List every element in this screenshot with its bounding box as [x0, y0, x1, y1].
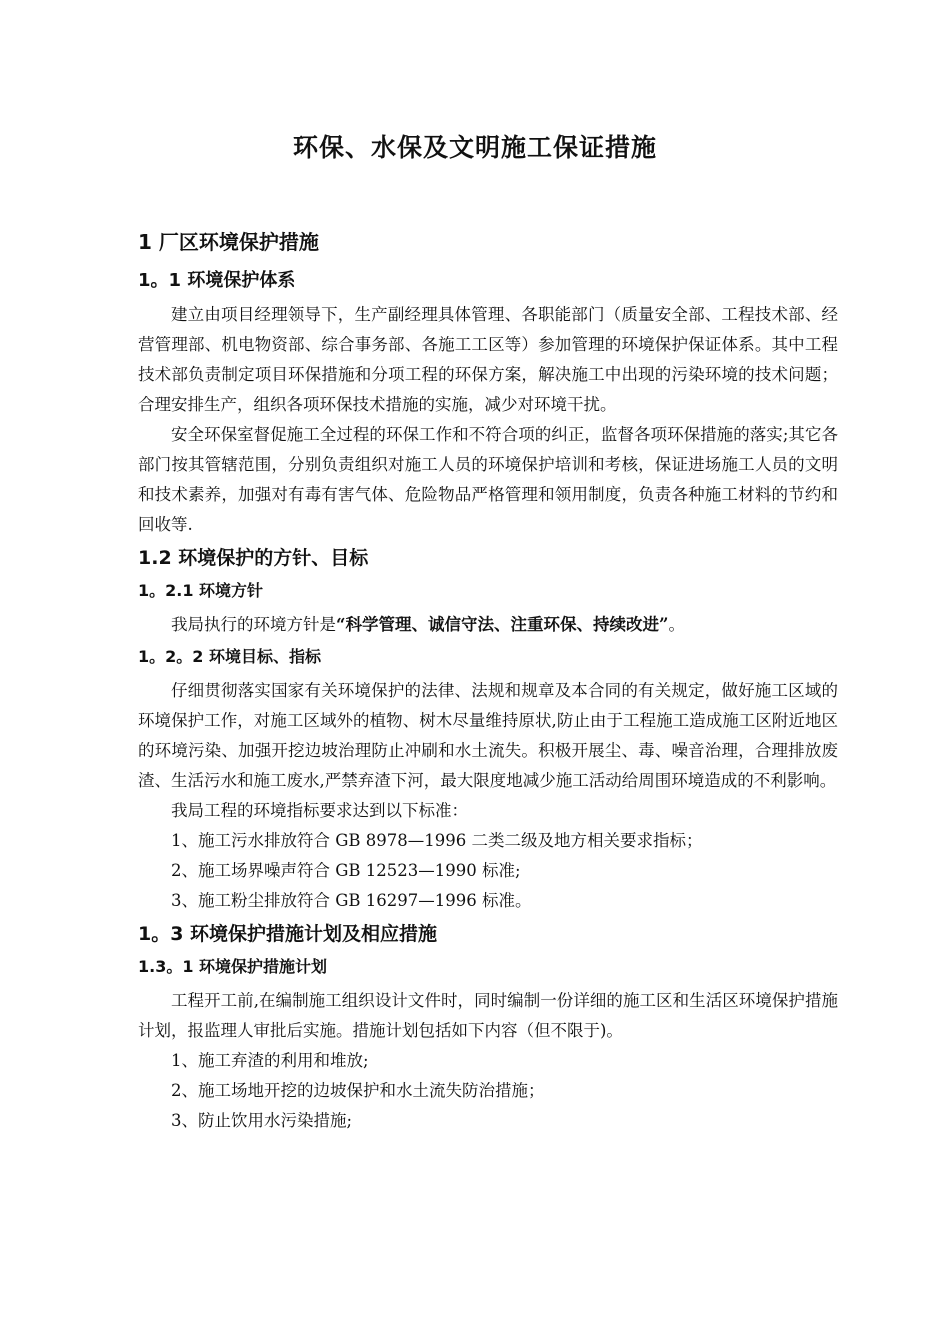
plan-item-1: 1、施工弃渣的利用和堆放; — [171, 1051, 369, 1070]
plan-item-3: 3、防止饮用水污染措施; — [171, 1111, 353, 1130]
section-1-2-2-paragraph-1: 仔细贯彻落实国家有关环境保护的法律、法规和规章及本合同的有关规定，做好施工区域的环境保护工作，对施工区域外的植物、树木尽量维持原状,防止由于工程施工造成施工区附近地区的环境污染、加强开挖边坡治理防止冲刷和水土流失。积极开展尘、毒、噪音治理，合理排放废渣、生活污水和施工废水,严禁弃渣下河，最大限度地减少施工活动给周围环境造成的不利影响。 — [138, 681, 838, 790]
section-1-2-2-heading: 1。2。2 环境目标、指标 — [138, 647, 321, 666]
policy-text-suffix: 。 — [668, 615, 685, 634]
section-1-3-1-paragraph-1: 工程开工前,在编制施工组织设计文件时，同时编制一份详细的施工区和生活区环境保护措施计划，报监理人审批后实施。措施计划包括如下内容（但不限于)。 — [138, 991, 838, 1040]
section-1-2-2-paragraph-2: 我局工程的环境指标要求达到以下标准： — [171, 801, 468, 820]
standard-item-3: 3、施工粉尘排放符合 GB 16297—1996 标准。 — [171, 891, 532, 910]
section-1-3-heading: 1。3 环境保护措施计划及相应措施 — [138, 923, 438, 945]
section-1-heading: 1 厂区环境保护措施 — [138, 230, 319, 254]
standard-item-2: 2、施工场界噪声符合 GB 12523—1990 标准; — [171, 861, 521, 880]
section-1-3-1-heading: 1.3。1 环境保护措施计划 — [138, 957, 328, 976]
section-1-1-paragraph-2: 安全环保室督促施工全过程的环保工作和不符合项的纠正，监督各项环保措施的落实;其它各部门按其管辖范围，分别负责组织对施工人员的环境保护培训和考核，保证进场施工人员的文明和技术素养，加强对有毒有害气体、危险物品严格管理和领用制度，负责各种施工材料的节约和回收等. — [138, 425, 838, 534]
environment-policy-paragraph — [138, 610, 838, 640]
plan-item-2: 2、施工场地开挖的边坡保护和水土流失防治措施； — [171, 1081, 545, 1100]
document-body — [138, 228, 838, 1136]
document-title: 环保、水保及文明施工保证措施 — [292, 133, 657, 162]
section-1-1-paragraph-1: 建立由项目经理领导下，生产副经理具体管理、各职能部门（质量安全部、工程技术部、经营管理部、机电物资部、综合事务部、各施工工区等）参加管理的环境保护保证体系。其中工程技术部负责制定项目环保措施和分项工程的环保方案，解决施工中出现的污染环境的技术问题；合理安排生产，组织各项环保技术措施的实施，减少对环境干扰。 — [138, 305, 838, 414]
section-1-2-1-heading: 1。2.1 环境方针 — [138, 581, 264, 600]
policy-emphasis: “科学管理、诚信守法、注重环保、持续改进” — [336, 615, 669, 634]
section-1-1-heading: 1。1 环境保护体系 — [138, 270, 296, 291]
standard-item-1: 1、施工污水排放符合 GB 8978—1996 二类二级及地方相关要求指标； — [171, 831, 703, 850]
policy-text-prefix: 我局执行的环境方针是 — [171, 615, 336, 634]
section-1-2-heading: 1.2 环境保护的方针、目标 — [138, 547, 369, 569]
